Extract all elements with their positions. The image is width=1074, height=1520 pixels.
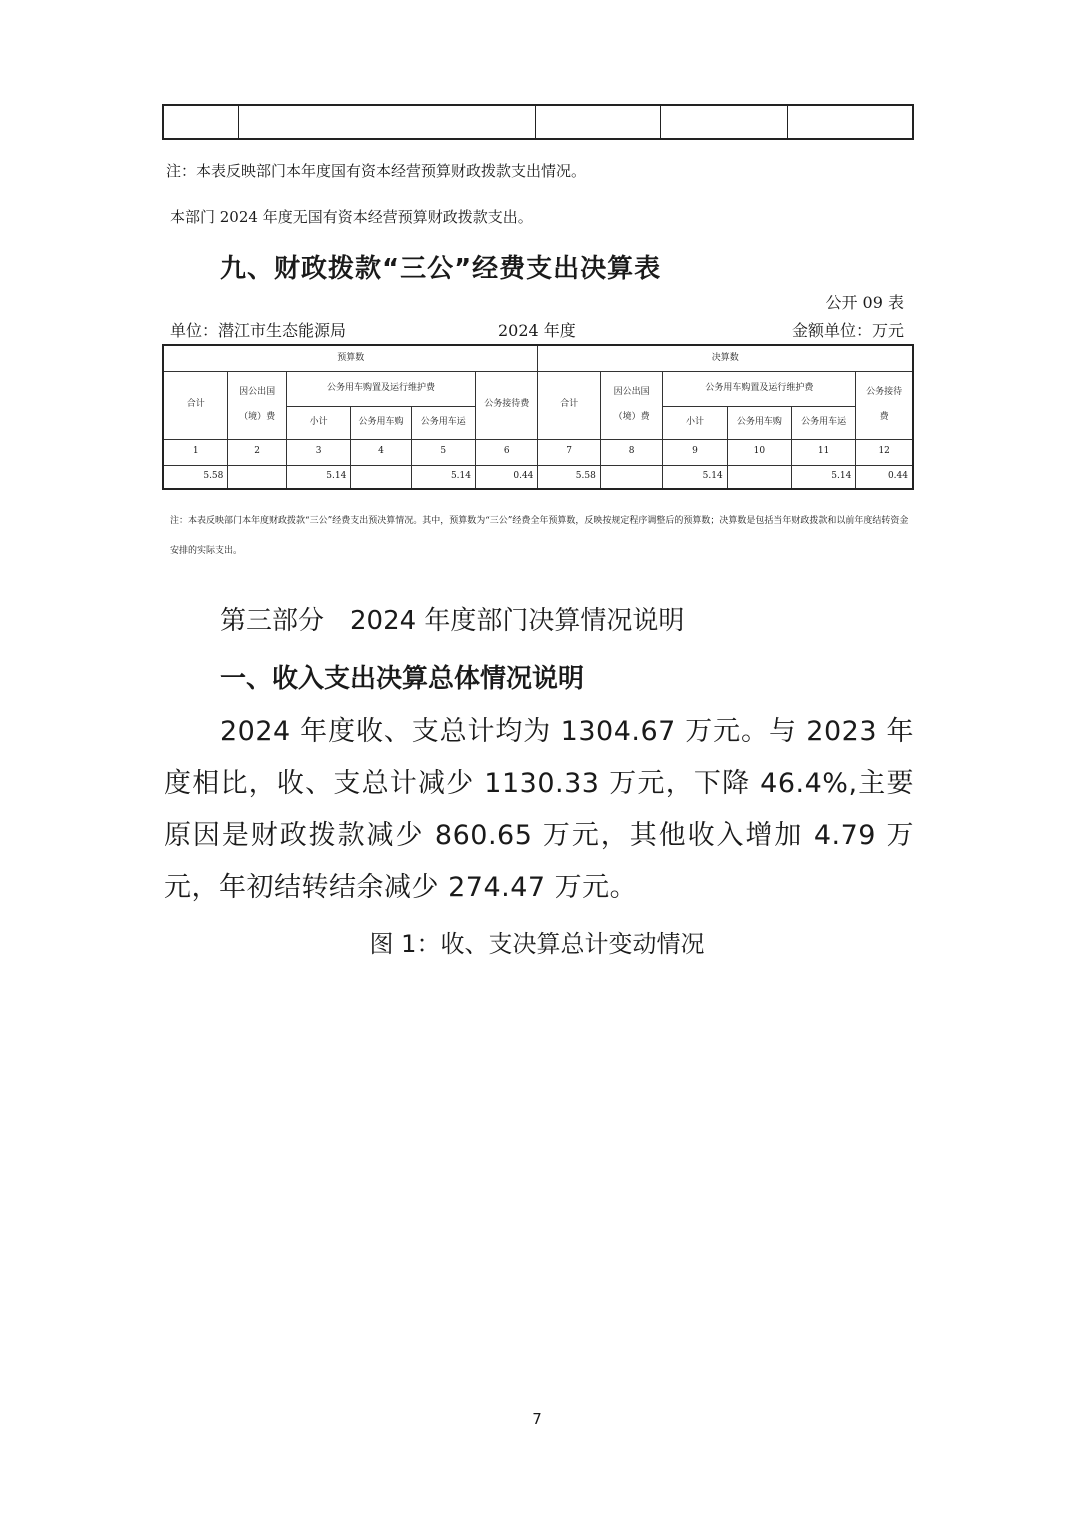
table-row [163,439,913,465]
part-title: 第三部分 2024 年度部门决算情况说明 [220,606,685,636]
year-label: 2024 年度 [498,321,576,340]
section-title: 九、财政拨款“三公”经费支出决算表 [220,254,662,284]
three-public-expenses-table [162,344,914,490]
subsection-title: 一、收入支出决算总体情况说明 [220,664,585,694]
final-header: 决算数 [538,345,913,371]
value-cell: 0.44 [856,465,913,489]
value-cell [228,465,287,489]
header-abroad-line1: 因公出国 [239,386,276,397]
header-vehicle-purchase: 公务用车购 [727,406,791,439]
value-cell: 5.58 [538,465,600,489]
header-reception-line1: 公务接待 [866,386,903,397]
header-abroad-line2: （境）费 [239,412,276,422]
body-paragraph: 2024 年度收、支总计均为 1304.67 万元。与 2023 年度相比，收、支总计减少 1130.33 万元，下降 46.4%,主要原因是财政拨款减少 860.65 万元，其他收入增加 4.79 万元，年初结转结余减少 274.47 万元。 [164,716,914,903]
state-capital-statement: 本部门 2024 年度无国有资本经营预算财政拨款支出。 [170,208,533,226]
index-cell: 9 [663,439,727,465]
value-cell: 5.14 [411,465,475,489]
table-row [163,465,913,489]
index-cell: 1 [163,439,228,465]
header-vehicle-purchase: 公务用车购 [351,406,411,439]
index-cell: 7 [538,439,600,465]
header-total: 合计 [538,371,600,439]
header-abroad-line2: （境）费 [613,412,650,422]
index-cell: 12 [856,439,913,465]
table-cell [239,105,536,139]
value-cell [600,465,663,489]
table-cell [788,105,914,139]
header-abroad-line1: 因公出国 [613,386,650,397]
header-reception: 公务接待费 [475,371,537,439]
value-cell: 5.14 [663,465,727,489]
state-capital-table-tail [162,104,914,140]
header-subtotal: 小计 [286,406,350,439]
value-cell [351,465,411,489]
header-total: 合计 [163,371,228,439]
figure-caption: 图 1：收、支决算总计变动情况 [369,930,705,958]
index-cell: 3 [286,439,350,465]
header-vehicle-operation: 公务用车运 [791,406,855,439]
value-cell: 0.44 [475,465,537,489]
header-reception [856,371,913,439]
table-cell [661,105,788,139]
table-row [163,371,913,406]
header-abroad [228,371,287,439]
header-vehicle-operation: 公务用车运 [411,406,475,439]
three-public-table-note: 注：本表反映部门本年度财政拨款“三公”经费支出预决算情况。其中，预算数为“三公”经费全年预算数，反映按规定程序调整后的预算数；决算数是包括当年财政拨款和以前年度结转资金安排的实际支出。 [170,516,909,556]
value-cell: 5.58 [163,465,228,489]
header-subtotal: 小计 [663,406,727,439]
index-cell: 11 [791,439,855,465]
amount-unit-label: 金额单位：万元 [791,321,904,340]
value-cell: 5.14 [286,465,350,489]
index-cell: 4 [351,439,411,465]
index-cell: 5 [411,439,475,465]
value-cell [727,465,791,489]
form-number: 公开 09 表 [825,293,904,312]
value-cell: 5.14 [791,465,855,489]
table-cell [536,105,661,139]
state-capital-note: 注：本表反映部门本年度国有资本经营预算财政拨款支出情况。 [166,162,587,180]
index-cell: 10 [727,439,791,465]
budget-header: 预算数 [163,345,538,371]
table-row [163,345,913,371]
index-cell: 8 [600,439,663,465]
page-number: 7 [532,1410,542,1428]
index-cell: 6 [475,439,537,465]
header-vehicle-group: 公务用车购置及运行维护费 [286,371,475,406]
index-cell: 2 [228,439,287,465]
header-vehicle-group: 公务用车购置及运行维护费 [663,371,856,406]
unit-label: 单位：潜江市生态能源局 [170,321,347,340]
table-cell [163,105,239,139]
header-abroad [600,371,663,439]
header-reception-line2: 费 [879,412,889,422]
